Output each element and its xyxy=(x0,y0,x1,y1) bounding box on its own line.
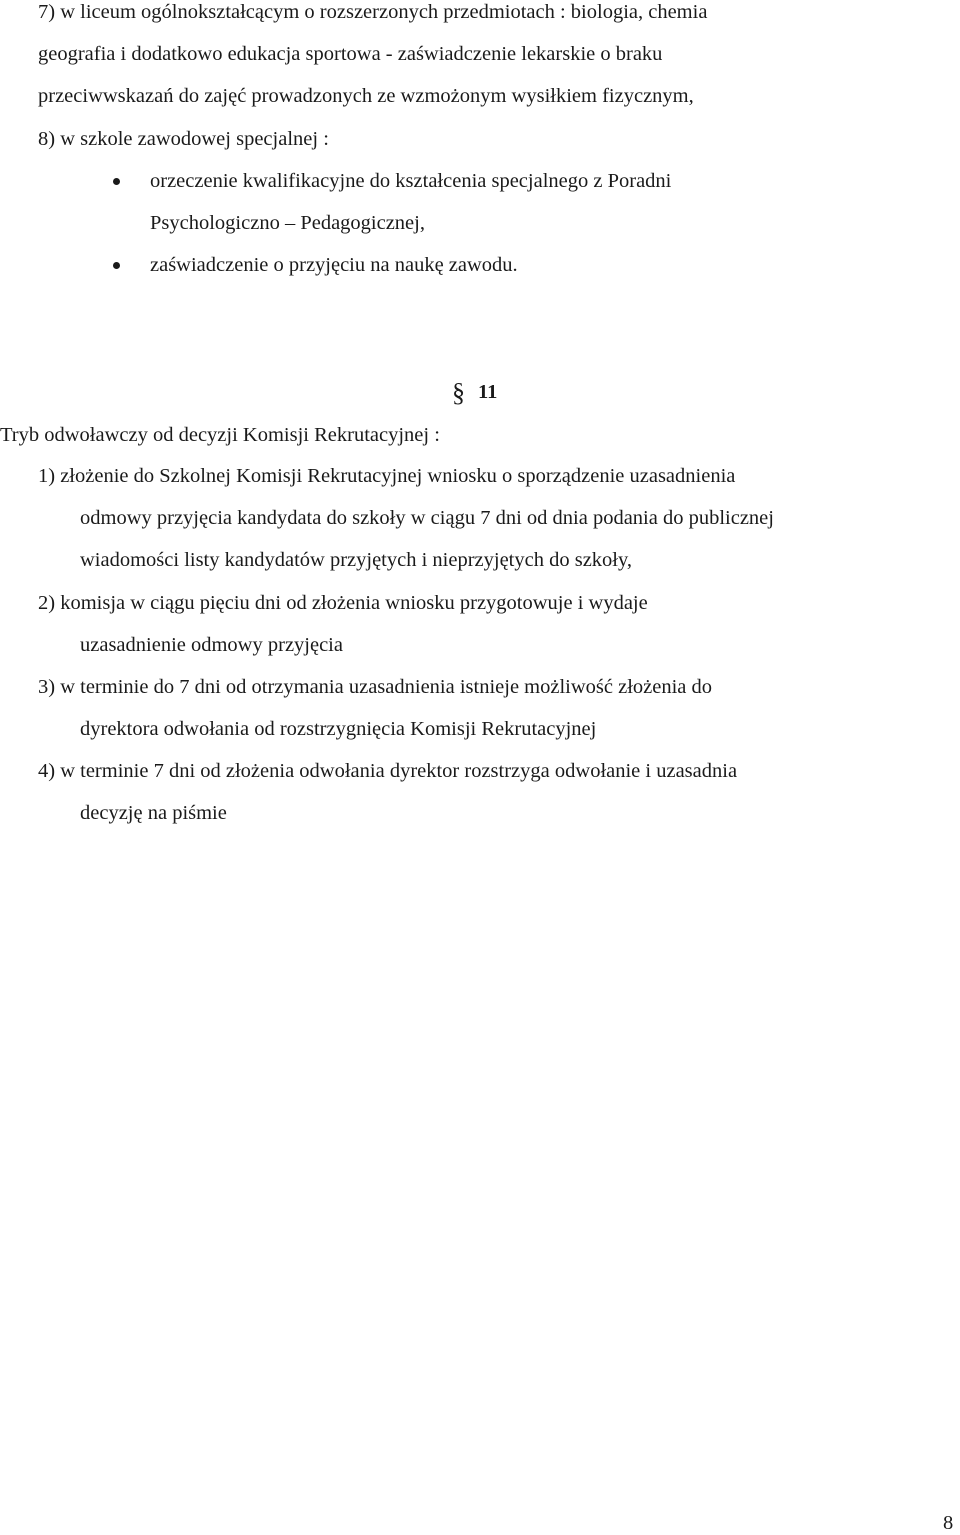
bullet-item-1-line-1: orzeczenie kwalifikacyjne do kształcenia specjalnego z Poradni xyxy=(150,170,672,192)
list-item-7-line-2: geografia i dodatkowo edukacja sportowa - zaświadczenie lekarskie o braku xyxy=(38,43,663,65)
section-item-1-line-3: wiadomości listy kandydatów przyjętych i nieprzyjętych do szkoły, xyxy=(80,549,633,571)
section-number: 11 xyxy=(478,381,498,403)
section-item-4-line-1: 4) w terminie 7 dni od złożenia odwołania dyrektor rozstrzyga odwołanie i uzasadnia xyxy=(38,760,738,782)
section-item-3-line-2: dyrektora odwołania od rozstrzygnięcia Komisji Rekrutacyjnej xyxy=(80,718,597,740)
page-number: 8 xyxy=(943,1512,954,1534)
list-item-8-line-1: 8) w szkole zawodowej specjalnej : xyxy=(38,128,329,150)
list-item-7-line-3: przeciwwskazań do zajęć prowadzonych ze wzmożonym wysiłkiem fizycznym, xyxy=(38,85,694,107)
bullet-item-1-line-2: Psychologiczno – Pedagogicznej, xyxy=(150,212,425,234)
section-item-1-line-2: odmowy przyjęcia kandydata do szkoły w ciągu 7 dni od dnia podania do publicznej xyxy=(80,507,774,529)
bullet-item-2-line-1: zaświadczenie o przyjęciu na naukę zawodu. xyxy=(150,254,518,276)
list-item-7-line-1: 7) w liceum ogólnokształcącym o rozszerzonych przedmiotach : biologia, chemia xyxy=(38,1,708,23)
section-item-2-line-2: uzasadnienie odmowy przyjęcia xyxy=(80,634,343,656)
section-item-4-line-2: decyzję na piśmie xyxy=(80,802,227,824)
section-item-3-line-1: 3) w terminie do 7 dni od otrzymania uzasadnienia istnieje możliwość złożenia do xyxy=(38,676,713,698)
section-sign: § xyxy=(452,378,465,407)
section-item-2-line-1: 2) komisja w ciągu pięciu dni od złożenia wniosku przygotowuje i wydaje xyxy=(38,592,648,614)
section-item-1-line-1: 1) złożenie do Szkolnej Komisji Rekrutacyjnej wniosku o sporządzenie uzasadnienia xyxy=(38,465,736,487)
section-intro: Tryb odwoławczy od decyzji Komisji Rekrutacyjnej : xyxy=(0,424,440,446)
bullet-icon xyxy=(113,262,120,269)
bullet-icon xyxy=(113,178,120,185)
